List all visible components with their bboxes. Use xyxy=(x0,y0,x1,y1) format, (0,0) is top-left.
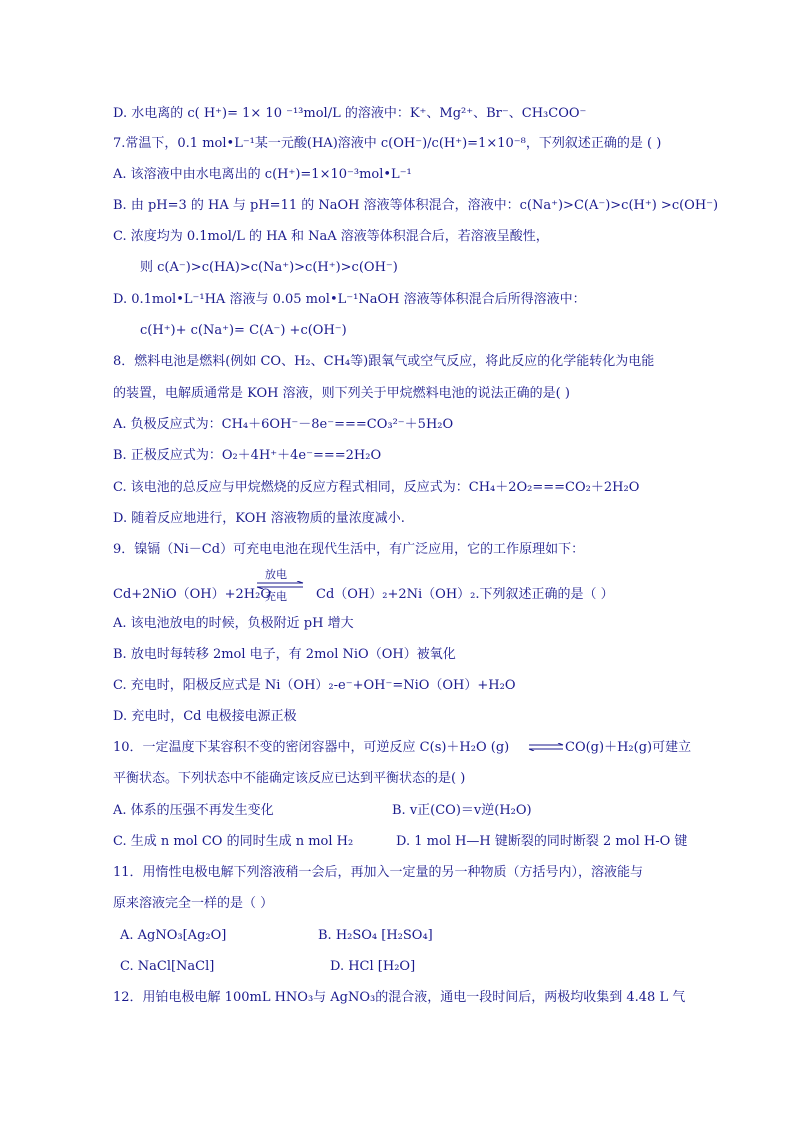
arrow-label-discharge: 放电 xyxy=(265,568,287,581)
q11-stem-cont: 原来溶液完全一样的是（ ） xyxy=(113,896,274,911)
q9-option-d: D. 充电时，Cd 电极接电源正极 xyxy=(113,709,297,724)
q8-option-d: D. 随着反应地进行，KOH 溶液物质的量浓度减小. xyxy=(113,511,405,526)
q8-option-b: B. 正极反应式为：O₂＋4H⁺＋4e⁻===2H₂O xyxy=(113,448,382,463)
q9-equation-right: Cd（OH）₂+2Ni（OH）₂.下列叙述正确的是（ ） xyxy=(316,587,614,602)
q7-stem: 7.常温下，0.1 mol•L⁻¹某一元酸(HA)溶液中 c(OH⁻)/c(H⁺)=1×10⁻⁸，下列叙述正确的是 ( ) xyxy=(113,136,662,151)
arrow-label-charge: 充电 xyxy=(265,590,287,603)
q11-option-a: A. AgNO₃[Ag₂O] xyxy=(120,928,227,943)
q9-equation-left: Cd+2NiO（OH）+2H₂O xyxy=(113,587,271,602)
q8-stem: 8．燃料电池是燃料(例如 CO、H₂、CH₄等)跟氧气或空气反应，将此反应的化学能转化为电能 xyxy=(113,354,655,369)
q11-option-d: D. HCl [H₂O] xyxy=(330,959,416,974)
q9-stem: 9．镍镉（Ni－Cd）可充电电池在现代生活中，有广泛应用，它的工作原理如下： xyxy=(113,542,585,557)
q10-option-c: C. 生成 n mol CO 的同时生成 n mol H₂ xyxy=(113,834,354,849)
q7-option-d-cont: c(H⁺)+ c(Na⁺)= C(A⁻) +c(OH⁻) xyxy=(140,323,347,338)
equilibrium-arrow-icon xyxy=(528,743,564,751)
q7-option-c: C. 浓度均为 0.1mol/L 的 HA 和 NaA 溶液等体积混合后，若溶液呈酸性， xyxy=(113,229,549,244)
q10-stem-part1: 10．一定温度下某容积不变的密闭容器中，可逆反应 C(s)＋H₂O (g) xyxy=(113,740,510,755)
q7-option-a: A. 该溶液中由水电离出的 c(H⁺)=1×10⁻³mol•L⁻¹ xyxy=(113,167,412,182)
q6-option-d: D. 水电离的 c( H⁺)= 1× 10 ⁻¹³mol/L 的溶液中：K⁺、Mg²⁺、Br⁻、CH₃COO⁻ xyxy=(113,106,587,121)
q7-option-d: D. 0.1mol•L⁻¹HA 溶液与 0.05 mol•L⁻¹NaOH 溶液等体积混合后所得溶液中： xyxy=(113,292,586,307)
q10-stem-part2: CO(g)＋H₂(g)可建立 xyxy=(565,740,692,755)
q8-stem-cont: 的装置，电解质通常是 KOH 溶液，则下列关于甲烷燃料电池的说法正确的是( ) xyxy=(113,386,570,401)
q9-option-a: A. 该电池放电的时候，负极附近 pH 增大 xyxy=(113,616,354,631)
q10-stem-cont: 平衡状态。下列状态中不能确定该反应已达到平衡状态的是( ) xyxy=(113,771,466,786)
q10-option-a: A. 体系的压强不再发生变化 xyxy=(113,803,274,818)
q7-option-b: B. 由 pH=3 的 HA 与 pH=11 的 NaOH 溶液等体积混合，溶液中：c(Na⁺)>C(A⁻)>c(H⁺) >c(OH⁻) xyxy=(113,198,719,213)
q8-option-c: C. 该电池的总反应与甲烷燃烧的反应方程式相同，反应式为：CH₄＋2O₂===CO₂＋2H₂O xyxy=(113,480,640,495)
q11-stem: 11．用惰性电极电解下列溶液稍一会后，再加入一定量的另一种物质（方括号内），溶液能与 xyxy=(113,865,644,880)
q9-option-c: C. 充电时，阳极反应式是 Ni（OH）₂-e⁻+OH⁻=NiO（OH）+H₂O xyxy=(113,678,516,693)
q11-option-c: C. NaCl[NaCl] xyxy=(120,959,215,974)
reversible-arrow xyxy=(255,566,305,606)
q10-option-b: B. v正(CO)＝v逆(H₂O) xyxy=(392,803,532,818)
q7-option-c-cont: 则 c(A⁻)>c(HA)>c(Na⁺)>c(H⁺)>c(OH⁻) xyxy=(140,260,398,275)
q10-option-d: D. 1 mol H—H 键断裂的同时断裂 2 mol H-O 键 xyxy=(396,834,688,849)
q8-option-a: A. 负极反应式为：CH₄＋6OH⁻－8e⁻===CO₃²⁻＋5H₂O xyxy=(113,417,454,432)
q12-stem: 12．用铂电极电解 100mL HNO₃与 AgNO₃的混合液，通电一段时间后，两极均收集到 4.48 L 气 xyxy=(113,990,686,1005)
q11-option-b: B. H₂SO₄ [H₂SO₄] xyxy=(318,928,433,943)
q9-option-b: B. 放电时每转移 2mol 电子，有 2mol NiO（OH）被氧化 xyxy=(113,647,456,662)
